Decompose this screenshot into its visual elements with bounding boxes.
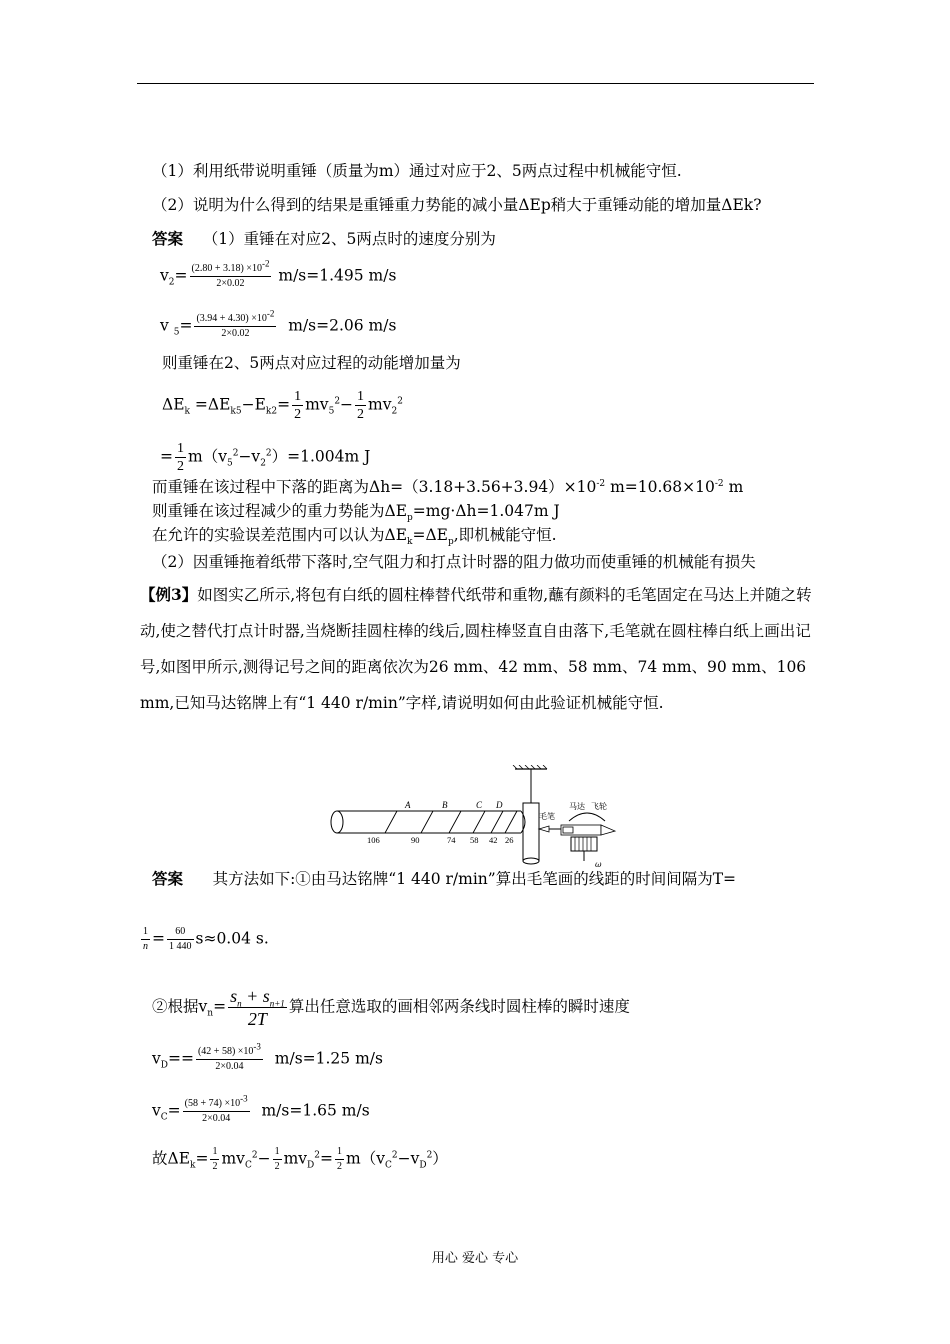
header-rule <box>137 83 814 84</box>
v2-equation: $v_2=$ $\frac{(2.80 + 3.18) \times 10^{-2}}{2\times 0.02}$ m/s=1.495 m/s <box>160 258 397 289</box>
answer-label: 答案 <box>152 229 184 248</box>
label-D: D <box>496 800 503 810</box>
vD-equation: $v_D==$ $\frac{(42 + 58) \times 10^{-3}}{2\times 0.04}$ m/s=1.25 m/s <box>152 1041 383 1072</box>
dist-26: 26 <box>505 835 514 845</box>
period-equation: $\frac{1}{n}$ = $\frac{60}{1 440}$ s≈0.04 s. <box>143 926 269 952</box>
v5-fraction: $\frac{(3.94 + 4.30) \times 10^{-2}}{2\times 0.02}$ <box>196 308 275 339</box>
dist-90: 90 <box>411 835 420 845</box>
label-B: B <box>442 800 448 810</box>
ke-equation-1: $\Delta E_k =\Delta E_{k5}-E_{k2}=$ $\frac{1}{2}$ $mv_5^2-$ $\frac{1}{2}$ $mv_2^2$ <box>162 389 403 422</box>
omega-label: ω <box>595 860 602 869</box>
answer-1-intro <box>152 228 496 250</box>
conservation-line: 在允许的实验误差范围内可以认为$\Delta E_k=\Delta E_p$,即机械能守恒. <box>152 526 557 548</box>
vC-equation: $v_C=$ $\frac{(58 + 74) \times 10^{-3}}{2\times 0.04}$ m/s=1.65 m/s <box>152 1093 370 1124</box>
answer-label-2: 答案 <box>152 869 184 888</box>
v2-fraction: $\frac{(2.80 + 3.18) \times 10^{-2}}{2\times 0.02}$ <box>191 258 270 289</box>
label-C: C <box>476 800 483 810</box>
example-3-text: 如图实乙所示,将包有白纸的圆柱棒替代纸带和重物,蘸有颜料的毛笔固定在马达上并随之转动,使之替代打点计时器,当烧断挂圆柱棒的线后,圆柱棒竖直自由落下,毛笔就在圆柱棒白纸上画出记号,如图甲所示,测得记号之间的距离依次为26 mm、42 mm、58 mm、74 mm、90 mm、106 mm,已知马达铭牌上有“1 440 r/min”字样,请说明如何由此验证机械能守恒. <box>140 586 812 712</box>
question-2: （2）说明为什么得到的结果是重锤重力势能的减小量ΔEp稍大于重锤动能的增加量ΔEk? <box>152 196 762 214</box>
pen-label: 毛笔 <box>539 812 555 821</box>
pe-line: 则重锤在该过程减少的重力势能为$\Delta E_p=mg\cdot\Delta h=1.047m$ J <box>152 502 560 524</box>
dist-74: 74 <box>447 835 456 845</box>
answer-2-intro <box>152 868 736 890</box>
experiment-figure <box>325 765 625 877</box>
dist-106: 106 <box>367 835 380 845</box>
answer-1-text: （1）重锤在对应2、5两点时的速度分别为 <box>202 230 496 248</box>
answer-2: （2）因重锤拖着纸带下落时,空气阻力和打点计时器的阻力做功而使重锤的机械能有损失 <box>152 553 756 571</box>
example-3 <box>140 577 820 721</box>
ke-equation-2: = $\frac{1}{2}$ $m(v_5^2-v_2^2)=1.004m$ J <box>160 441 371 474</box>
vn-formula-line: ②根据$v_n=$ $\frac{s_n + s_{n+1}}{2T}$ 算出任意选取的画相邻两条线时圆柱棒的瞬时速度 <box>152 986 630 1029</box>
v5-equation: v $_5$= $\frac{(3.94 + 4.30) \times 10^{-2}}{2\times 0.02}$ m/s=2.06 m/s <box>160 308 397 339</box>
question-1: （1）利用纸带说明重锤（质量为m）通过对应于2、5两点过程中机械能守恒. <box>152 162 682 180</box>
answer-2-text: 其方法如下:①由马达铭牌“1 440 r/min”算出毛笔画的线距的时间间隔为T= <box>212 870 737 888</box>
motor-label: 马达 <box>569 802 585 811</box>
final-energy-equation: 故$\Delta E_k=$ $\frac{1}{2}$ $mv_C^2-$ $\frac{1}{2}$ $mv_D^2=$ $\frac{1}{2}$ $m(v_C^2-v_D^2)$ <box>152 1146 448 1172</box>
flywheel-label: 飞轮 <box>591 802 607 811</box>
ke-intro: 则重锤在2、5两点对应过程的动能增加量为 <box>162 354 461 372</box>
label-A: A <box>405 800 411 810</box>
dist-42: 42 <box>489 835 498 845</box>
drop-distance-line: 而重锤在该过程中下落的距离为$\Delta h=(3.18+3.56+3.94)\times 10^{-2}$ $m=10.68\times 10^{-2}$ m <box>152 478 744 496</box>
page-footer: 用心 爱心 专心 <box>431 1251 519 1266</box>
example-3-label: 【例3】 <box>140 585 198 604</box>
dist-58: 58 <box>470 835 479 845</box>
